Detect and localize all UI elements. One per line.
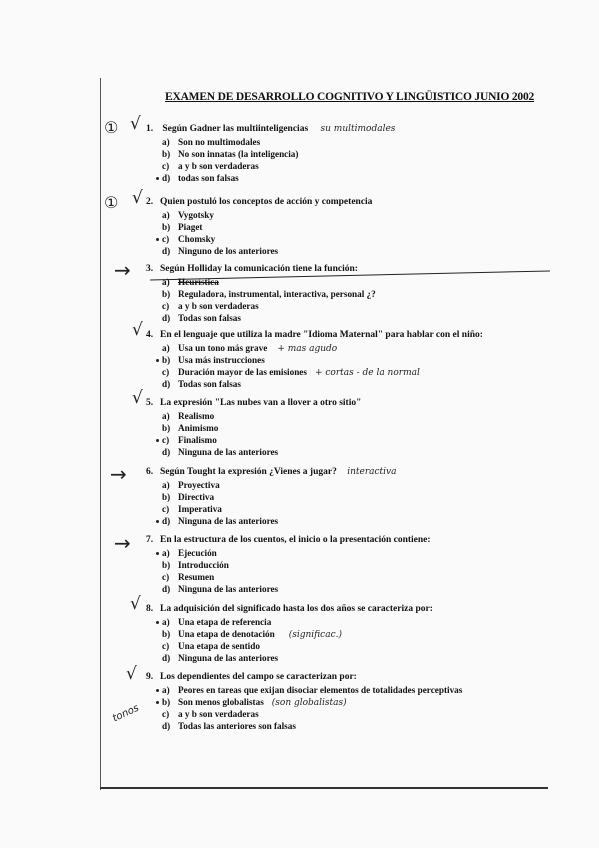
option [162,697,347,708]
option-letter: d) [162,379,171,389]
check-mark: √ [132,388,143,408]
option [162,161,259,171]
option [162,560,229,570]
option-letter: a) [162,411,170,421]
option-text: Ejecución [178,548,217,558]
option [162,246,278,256]
option [162,480,220,490]
option-text: todas son falsas [178,173,239,183]
option-text: a y b son verdaderas [178,709,259,719]
option-letter: c) [162,301,170,311]
option [162,210,214,220]
question-number: 2. [146,197,154,207]
option [162,137,260,147]
option-text: Usa un tono más grave [178,343,268,353]
option-text: Duración mayor de las emisiones [178,367,307,377]
option [162,516,278,526]
option-text: Vygotsky [178,210,214,220]
exam-title: EXAMEN DE DESARROLLO COGNITIVO Y LINGÜISTICO JUNIO 2002 [165,91,535,103]
option-letter: b) [162,222,171,232]
option-text: Directiva [178,492,215,502]
answer-dot [156,177,159,180]
option-text: Ninguna de las anteriores [178,653,279,663]
question-number: 8. [146,604,154,614]
answer-dot [156,520,159,523]
arrow-mark: → [114,531,131,555]
question-7 [146,535,431,545]
option [162,492,214,502]
answer-dot [156,701,159,704]
option-letter: b) [162,560,171,570]
option-letter: b) [162,289,171,299]
option [162,653,278,663]
option-letter: c) [162,234,170,244]
question-1 [146,124,395,134]
option [162,504,222,514]
question-8 [146,604,433,614]
check-mark: √ [126,664,137,684]
question-text: Quien postuló los conceptos de acción y competencia [160,197,373,207]
option [162,629,342,640]
option-letter: a) [162,277,170,287]
option [162,234,215,244]
handwritten-note: + cortas - de la normal [314,368,420,378]
option-letter: d) [162,173,171,183]
option [162,367,420,378]
question-text: En el lenguaje que utiliza la madre "Idioma Maternal" para hablar con el niño: [160,330,483,340]
option-text: Todas las anteriores son falsas [178,721,296,731]
check-mark: √ [132,188,143,208]
option-text: Realismo [178,411,215,421]
option-text: Son menos globalistas [178,697,264,707]
circled-1-note: ① [104,118,119,137]
option [162,435,217,445]
question-3 [146,264,358,274]
option-letter: b) [162,629,171,639]
question-number: 4. [146,330,154,340]
question-number: 5. [146,398,154,408]
answer-dot [156,238,159,241]
option-text: a y b son verdaderas [178,161,259,171]
option-text: Son no multimodales [178,137,261,147]
option [162,277,219,287]
option-letter: a) [162,480,170,490]
option [162,343,337,354]
arrow-mark: → [110,462,127,486]
option-letter: d) [162,721,171,731]
handwritten-note: su multimodales [320,124,396,134]
bottom-rule [100,787,548,789]
option-text: Peores en tareas que exijan disociar elementos de totalidades perceptivas [178,685,463,695]
question-6 [146,467,397,477]
option [162,584,278,594]
option-text: a y b son verdaderas [178,301,259,311]
option-text: Animismo [178,423,219,433]
question-number: 7. [146,535,154,545]
check-mark: √ [132,320,143,340]
option-text: Finalismo [178,435,217,445]
handwritten-note: (significac.) [288,630,343,640]
option-text: Todas son falsas [178,313,241,323]
option [162,709,259,719]
option-letter: a) [162,210,170,220]
option-text: Ninguna de las anteriores [178,516,279,526]
question-text: Según Tought la expresión ¿Vienes a jugar? [160,467,337,477]
option-letter: d) [162,584,171,594]
option-letter: d) [162,447,171,457]
option [162,721,296,731]
option [162,313,241,323]
answer-dot [156,621,159,624]
option-letter: d) [162,246,171,256]
option-text: Usa más instrucciones [178,355,265,365]
option [162,447,278,457]
question-text: Los dependientes del campo se caracterizan por: [160,672,357,682]
question-9 [146,672,357,682]
option-text: Todas son falsas [178,379,241,389]
option [162,685,462,695]
handwritten-note: interactiva [347,467,397,477]
answer-dot [156,359,159,362]
question-number: 1. [146,124,154,134]
option-text: Ninguna de las anteriores [178,447,279,457]
option-text: Introducción [178,560,229,570]
question-number: 6. [146,467,154,477]
option-letter: d) [162,516,171,526]
question-text: Según Holliday la comunicación tiene la función: [160,264,358,274]
question-2 [146,197,372,207]
option-text: Reguladora, instrumental, interactiva, personal ¿? [178,289,376,299]
option-text: Chomsky [178,234,216,244]
option-text: Imperativa [178,504,222,514]
option [162,173,239,183]
option [162,301,259,311]
option [162,289,376,299]
question-number: 3. [146,264,154,274]
option-letter: a) [162,343,170,353]
check-mark: √ [130,114,141,134]
question-4 [146,330,483,340]
option [162,641,260,651]
side-note: tonos [110,702,141,725]
option [162,379,241,389]
option-letter: c) [162,367,170,377]
option-letter: a) [162,137,170,147]
option-letter: c) [162,572,170,582]
option-letter: c) [162,641,170,651]
arrow-mark: → [114,258,131,282]
margin-line [100,78,101,790]
option-letter: b) [162,149,171,159]
check-mark: √ [130,594,141,614]
option-text: No son innatas (la inteligencia) [178,149,299,159]
answer-dot [156,689,159,692]
option [162,411,214,421]
handwritten-note: (son globalistas) [271,698,347,708]
option-text: Una etapa de referencia [178,617,272,627]
handwritten-note: + mas agudo [277,344,338,354]
option-letter: b) [162,423,171,433]
option-letter: c) [162,504,170,514]
option [162,355,265,365]
answer-dot [156,439,159,442]
option-text: Ninguno de los anteriores [178,246,279,256]
option [162,572,214,582]
option-text: Piaget [178,222,203,232]
option-text: Una etapa de sentido [178,641,260,651]
option-text: Heurística [178,277,219,287]
option-letter: c) [162,709,170,719]
option-letter: b) [162,697,171,707]
option [162,548,217,558]
option-text: Resumen [178,572,215,582]
question-text: Según Gadner las multiinteligencias [162,124,309,134]
option [162,222,203,232]
option-letter: b) [162,492,171,502]
option-text: Ninguna de las anteriores [178,584,279,594]
question-text: En la estructura de los cuentos, el inicio o la presentación contiene: [160,535,431,545]
option-letter: c) [162,435,170,445]
question-text: La adquisición del significado hasta los dos años se caracteriza por: [160,604,433,614]
option-letter: d) [162,313,171,323]
option-letter: a) [162,548,170,558]
option-letter: a) [162,685,170,695]
question-text: La expresión "Las nubes van a llover a otro sitio" [160,398,362,408]
option [162,149,298,159]
option [162,617,271,627]
question-number: 9. [146,672,154,682]
question-5 [146,398,361,408]
option-letter: d) [162,653,171,663]
circled-1-note: ① [104,193,119,212]
option-text: Proyectiva [178,480,220,490]
option-letter: c) [162,161,170,171]
option-text: Una etapa de denotación [178,629,275,639]
option [162,423,218,433]
answer-dot [156,552,159,555]
option-letter: a) [162,617,170,627]
option-letter: b) [162,355,171,365]
